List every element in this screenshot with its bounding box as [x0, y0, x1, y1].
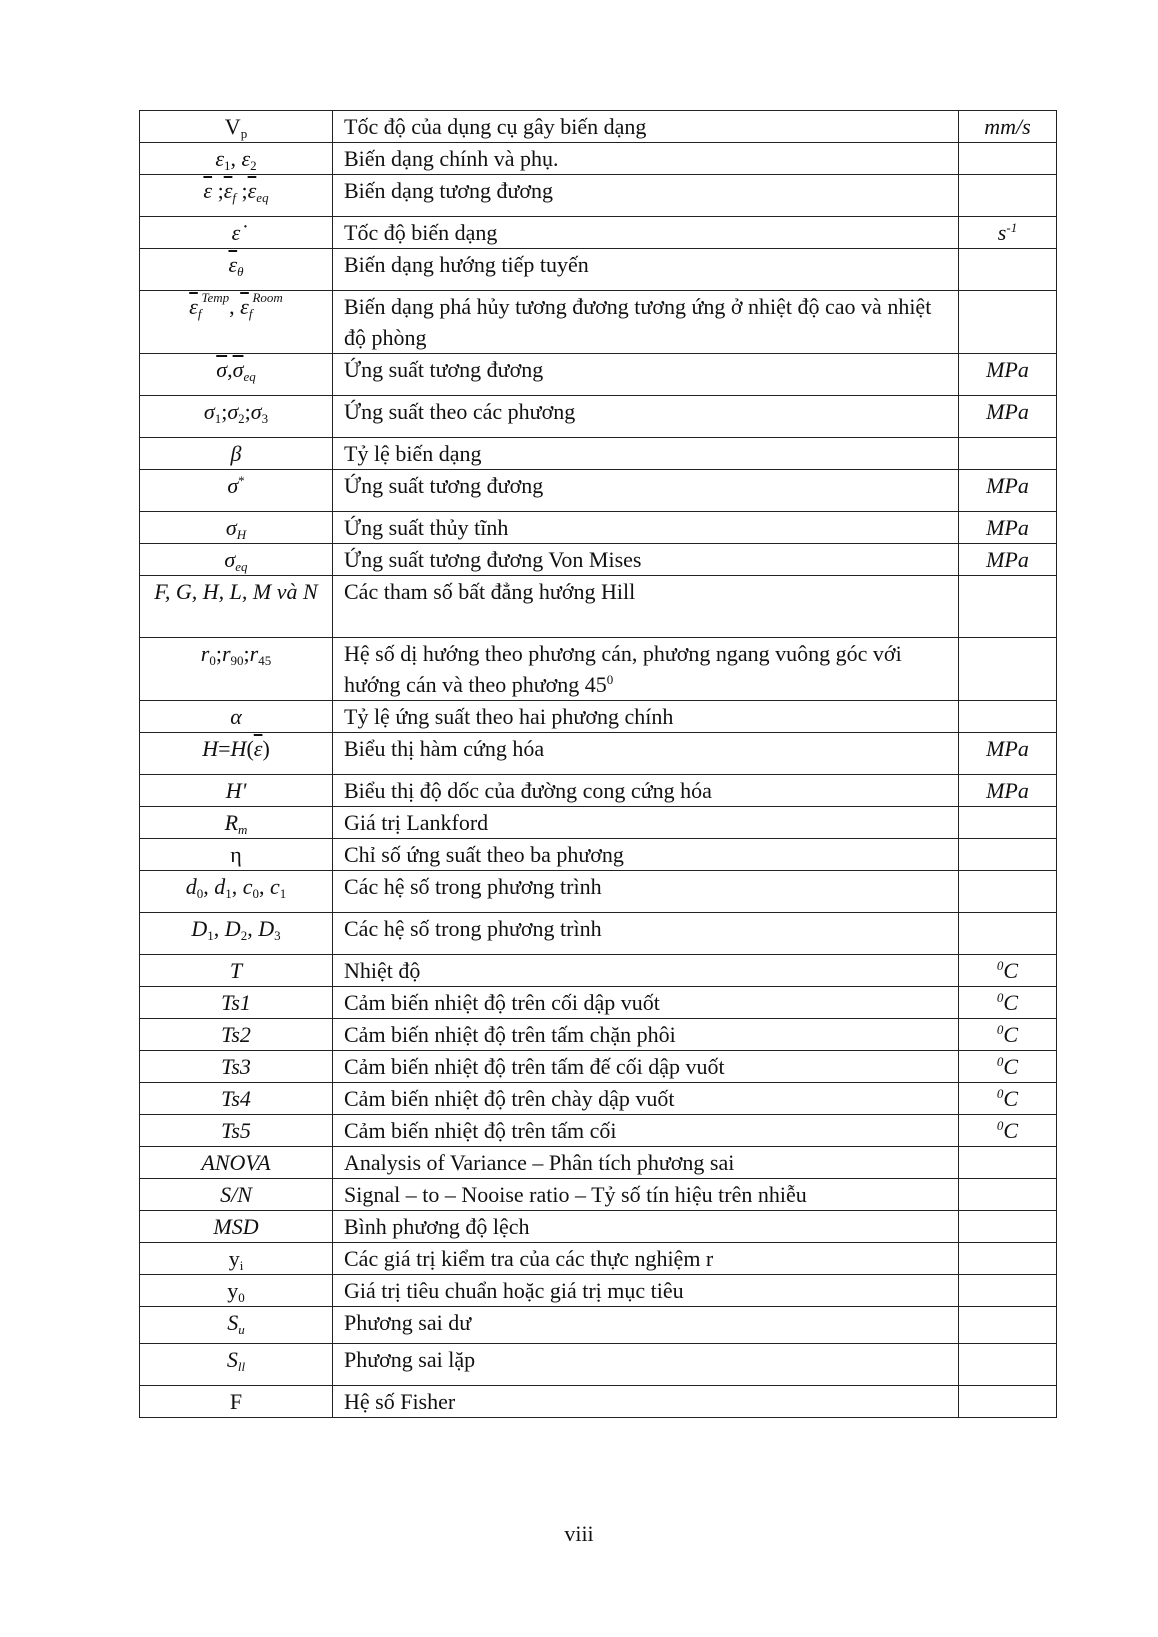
table-row	[140, 143, 1057, 175]
table-row	[140, 839, 1057, 871]
unit-cell: $^0$C	[959, 1083, 1057, 1115]
symbol-cell: $\overline{\varepsilon}_\theta$	[140, 249, 333, 291]
table-row	[140, 217, 1057, 249]
symbol-cell: Ts5	[140, 1115, 333, 1147]
description-cell: Biến dạng phá hủy tương đương tương ứng ở nhiệt độ cao và nhiệt độ phòng	[333, 291, 959, 354]
symbols-table	[139, 110, 1057, 1418]
description-cell: Nhiệt độ	[333, 955, 959, 987]
description-cell: Giá trị tiêu chuẩn hoặc giá trị mục tiêu	[333, 1275, 959, 1307]
description-cell: Cảm biến nhiệt độ trên tấm đế cối dập vuốt	[333, 1051, 959, 1083]
description-cell: Hệ số Fisher	[333, 1386, 959, 1418]
table-row	[140, 111, 1057, 143]
table-row	[140, 1147, 1057, 1179]
description-cell: Ứng suất theo các phương	[333, 396, 959, 438]
unit-cell: MPa	[959, 396, 1057, 438]
unit-cell	[959, 807, 1057, 839]
description-cell: Ứng suất tương đương	[333, 354, 959, 396]
unit-cell: $^0$C	[959, 987, 1057, 1019]
table-row	[140, 1243, 1057, 1275]
description-cell: Biến dạng hướng tiếp tuyến	[333, 249, 959, 291]
table-row	[140, 1307, 1057, 1344]
symbol-cell: σ*	[140, 470, 333, 512]
table-row	[140, 249, 1057, 291]
table-row	[140, 175, 1057, 217]
symbol-cell: $\sigma_H$	[140, 512, 333, 544]
unit-cell: $^0$C	[959, 1019, 1057, 1051]
unit-cell	[959, 143, 1057, 175]
description-cell: Tốc độ của dụng cụ gây biến dạng	[333, 111, 959, 143]
symbol-cell: Ts1	[140, 987, 333, 1019]
table-row	[140, 438, 1057, 470]
description-cell: Cảm biến nhiệt độ trên cối dập vuốt	[333, 987, 959, 1019]
symbol-cell: η	[140, 839, 333, 871]
symbol-cell: $S_{ll}$	[140, 1344, 333, 1386]
table-row	[140, 913, 1057, 955]
description-cell: Biểu thị hàm cứng hóa	[333, 733, 959, 775]
symbol-cell: F, G, H, L, M và N	[140, 576, 333, 638]
table-row	[140, 1019, 1057, 1051]
unit-cell	[959, 576, 1057, 638]
table-row	[140, 1275, 1057, 1307]
unit-cell: $s^{-1}$	[959, 217, 1057, 249]
unit-cell	[959, 1307, 1057, 1344]
table-row	[140, 1179, 1057, 1211]
description-cell: Ứng suất thủy tĩnh	[333, 512, 959, 544]
unit-cell: MPa	[959, 470, 1057, 512]
unit-cell	[959, 871, 1057, 913]
symbol-cell: ε̇	[140, 217, 333, 249]
symbol-cell: $y_0$	[140, 1275, 333, 1307]
description-cell: Cảm biến nhiệt độ trên tấm chặn phôi	[333, 1019, 959, 1051]
symbol-cell: α	[140, 701, 333, 733]
description-cell: Analysis of Variance – Phân tích phương sai	[333, 1147, 959, 1179]
symbol-cell: β	[140, 438, 333, 470]
symbol-cell: $\overline{\varepsilon}_f^{Temp}$, $\overline{\varepsilon}_f^{Room}$	[140, 291, 333, 354]
description-cell: Cảm biến nhiệt độ trên chày dập vuốt	[333, 1083, 959, 1115]
symbol-cell: $\varepsilon_1$, $\varepsilon_2$	[140, 143, 333, 175]
symbol-cell: $V_p$	[140, 111, 333, 143]
unit-cell	[959, 839, 1057, 871]
table-row	[140, 470, 1057, 512]
unit-cell	[959, 913, 1057, 955]
symbol-cell: $S_u$	[140, 1307, 333, 1344]
table-row	[140, 354, 1057, 396]
unit-cell: MPa	[959, 775, 1057, 807]
symbol-cell: $\overline{\varepsilon}$ $;\overline{\varepsilon}_f$ $;\overline{\varepsilon}_{eq}$	[140, 175, 333, 217]
description-cell: Biểu thị độ dốc của đường cong cứng hóa	[333, 775, 959, 807]
symbol-cell: ANOVA	[140, 1147, 333, 1179]
unit-cell	[959, 1179, 1057, 1211]
symbol-cell: $d_0$, $d_1$, $c_0$, $c_1$	[140, 871, 333, 913]
unit-cell: MPa	[959, 512, 1057, 544]
description-cell: Bình phương độ lệch	[333, 1211, 959, 1243]
symbol-cell: S/N	[140, 1179, 333, 1211]
page-number: viii	[564, 1521, 594, 1546]
unit-cell	[959, 291, 1057, 354]
description-cell: Hệ số dị hướng theo phương cán, phương ngang vuông góc với hướng cán và theo phương $45^0$	[333, 638, 959, 701]
description-cell: Các tham số bất đẳng hướng Hill	[333, 576, 959, 638]
symbol-cell: $\sigma_{eq}$	[140, 544, 333, 576]
table-row	[140, 1211, 1057, 1243]
symbol-cell: $D_1$, $D_2$, $D_3$	[140, 913, 333, 955]
description-cell: Các giá trị kiểm tra của các thực nghiệm r	[333, 1243, 959, 1275]
table-row	[140, 512, 1057, 544]
unit-cell: MPa	[959, 733, 1057, 775]
symbol-cell: Ts4	[140, 1083, 333, 1115]
table-row	[140, 638, 1057, 701]
table-row	[140, 1083, 1057, 1115]
table-row	[140, 775, 1057, 807]
description-cell: Ứng suất tương đương	[333, 470, 959, 512]
table-row	[140, 291, 1057, 354]
table-row	[140, 544, 1057, 576]
unit-cell: MPa	[959, 544, 1057, 576]
description-cell: Phương sai lặp	[333, 1344, 959, 1386]
description-cell: Biến dạng tương đương	[333, 175, 959, 217]
unit-cell	[959, 1386, 1057, 1418]
description-cell: Biến dạng chính và phụ.	[333, 143, 959, 175]
table-row	[140, 701, 1057, 733]
unit-cell	[959, 249, 1057, 291]
symbol-cell: Ts3	[140, 1051, 333, 1083]
table-row	[140, 733, 1057, 775]
symbol-cell: Ts2	[140, 1019, 333, 1051]
unit-cell: MPa	[959, 354, 1057, 396]
unit-cell: $^0$C	[959, 1115, 1057, 1147]
unit-cell: $^0$C	[959, 1051, 1057, 1083]
table-row	[140, 871, 1057, 913]
unit-cell	[959, 701, 1057, 733]
description-cell: Ứng suất tương đương Von Mises	[333, 544, 959, 576]
unit-cell	[959, 1275, 1057, 1307]
description-cell: Chỉ số ứng suất theo ba phương	[333, 839, 959, 871]
description-cell: Tỷ lệ ứng suất theo hai phương chính	[333, 701, 959, 733]
symbol-cell: $R_m$	[140, 807, 333, 839]
description-cell: Tỷ lệ biến dạng	[333, 438, 959, 470]
symbol-cell: $r_0;r_{90};r_{45}$	[140, 638, 333, 701]
table-row	[140, 576, 1057, 638]
symbol-cell: F	[140, 1386, 333, 1418]
description-cell: Các hệ số trong phương trình	[333, 871, 959, 913]
description-cell: Phương sai dư	[333, 1307, 959, 1344]
unit-cell: $^0$C	[959, 955, 1057, 987]
table-row	[140, 1386, 1057, 1418]
table-row	[140, 1051, 1057, 1083]
symbol-cell: $\overline{\sigma},\overline{\sigma}_{eq}$	[140, 354, 333, 396]
description-cell: Cảm biến nhiệt độ trên tấm cối	[333, 1115, 959, 1147]
unit-cell	[959, 438, 1057, 470]
table-row	[140, 955, 1057, 987]
symbol-cell: $y_i$	[140, 1243, 333, 1275]
table-row	[140, 1344, 1057, 1386]
description-cell: Tốc độ biến dạng	[333, 217, 959, 249]
description-cell: Giá trị Lankford	[333, 807, 959, 839]
table-row	[140, 807, 1057, 839]
description-cell: Các hệ số trong phương trình	[333, 913, 959, 955]
description-cell: Signal – to – Nooise ratio – Tỷ số tín hiệu trên nhiễu	[333, 1179, 959, 1211]
table-row	[140, 987, 1057, 1019]
unit-cell	[959, 1344, 1057, 1386]
table-row	[140, 396, 1057, 438]
symbol-cell: $H=H(\overline{\varepsilon})$	[140, 733, 333, 775]
symbol-cell: T	[140, 955, 333, 987]
symbol-cell: $\sigma_1;\sigma_2;\sigma_3$	[140, 396, 333, 438]
unit-cell	[959, 1211, 1057, 1243]
unit-cell	[959, 1147, 1057, 1179]
unit-cell	[959, 175, 1057, 217]
unit-cell	[959, 1243, 1057, 1275]
table-row	[140, 1115, 1057, 1147]
symbol-cell: H'	[140, 775, 333, 807]
unit-cell	[959, 638, 1057, 701]
unit-cell: mm/s	[959, 111, 1057, 143]
symbol-cell: MSD	[140, 1211, 333, 1243]
